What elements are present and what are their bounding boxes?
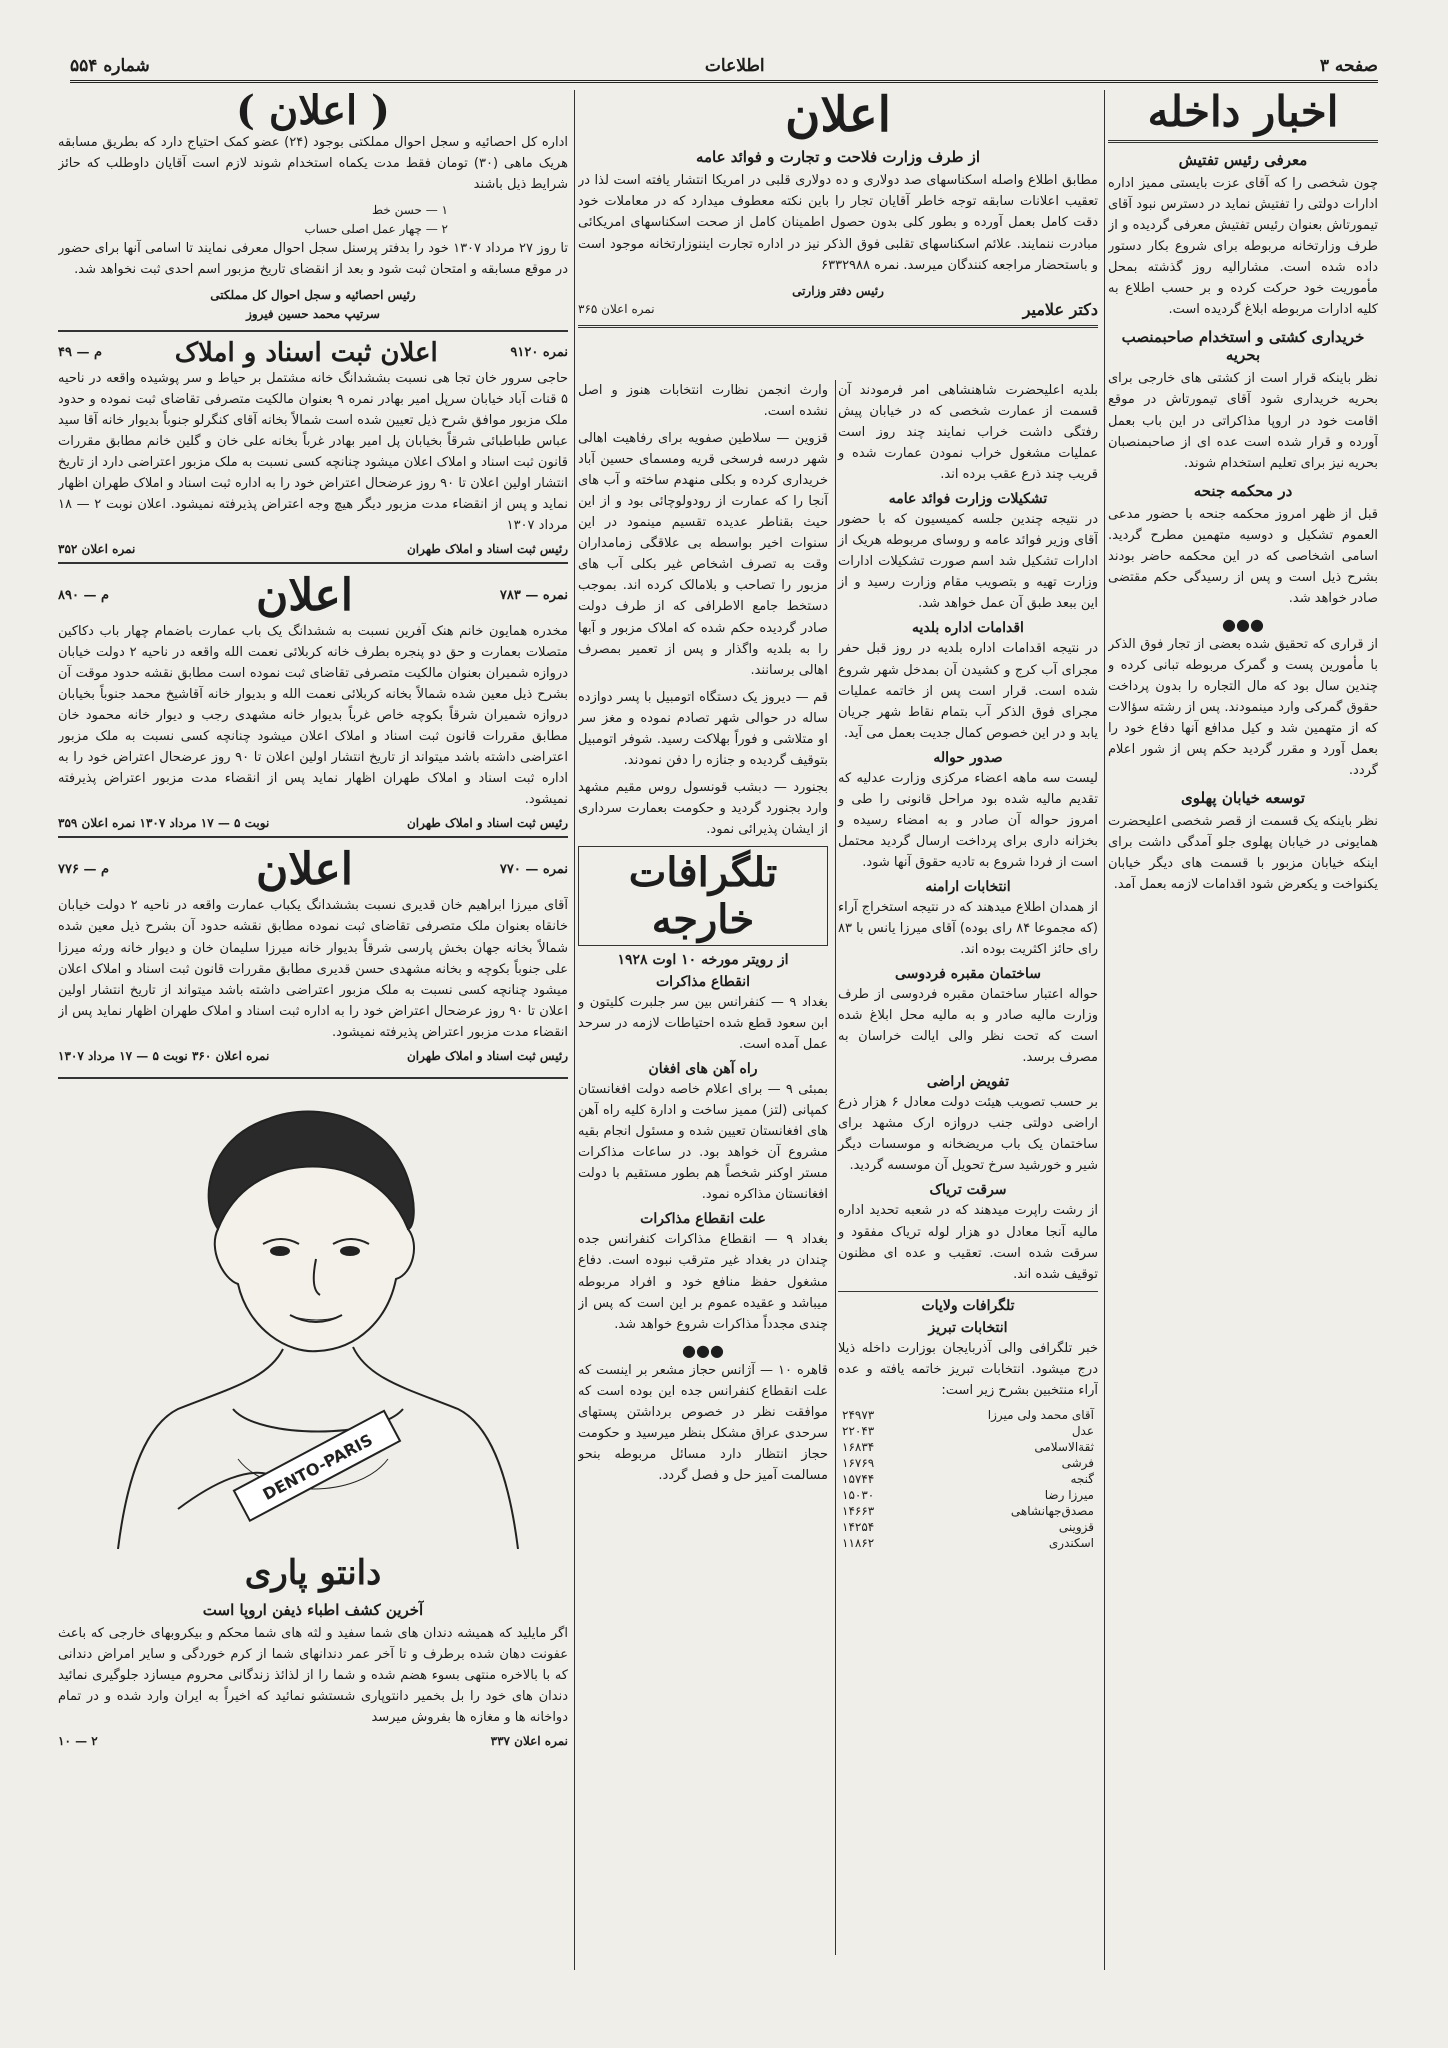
ad-code: م — ۸۹۰ — [58, 587, 110, 603]
news-subcolumn-left — [578, 380, 828, 1492]
ad-number: نمره — ۷۸۳ — [499, 587, 568, 603]
column-middle — [578, 90, 1098, 1970]
article-heading: انتخابات ارامنه — [925, 878, 1011, 895]
article-text: قاهره ۱۰ — آژانس حجاز مشعر بر اینست که علت انقطاع کنفرانس جده این بوده است که موافقت نظر در خصوص برداشتن پستهای سرحدی عراق مشکل بنظر میرسید و حکومت حجاز انتظار دارد مسائل مربوطه بنحو مسالمت آمیز حل و فصل گردد. — [578, 1362, 828, 1483]
notice-subtitle: از طرف وزارت فلاحت و تجارت و فوائد عامه — [695, 148, 981, 167]
article-text: وارث انجمن نظارت انتخابات هنوز و اصل نشده است. — [578, 383, 828, 420]
vote-count: ۱۴۲۵۴ — [842, 1519, 875, 1534]
ad-title: اعلان ثبت اسناد و املاک — [174, 337, 438, 368]
candidate-name: فرشی — [1061, 1455, 1094, 1470]
toothpaste-illustration — [58, 1077, 568, 1549]
vote-row — [838, 1407, 1098, 1423]
vote-count: ۱۶۷۶۹ — [842, 1455, 875, 1470]
ad-text: تا روز ۲۷ مرداد ۱۳۰۷ خود را بدفتر پرسنل سجل احوال معرفی نمایند تا اسامی آنها برای حضور در موقع مسابقه و امتحان ثبت شود و بعد از انقضای تاریخ مزبور اسم احدی ثبت نخواهد شد. — [58, 241, 568, 278]
article-text: قزوین — سلاطین صفویه برای رفاهیت اهالی شهر درسه فرسخی قریه ومسمای حسین آباد خریداری کرده و بکلی منهدم ساخته و آب های آنجا را که عمارت از رودولوچائی بود و از این حیث بقناطر عدیده تقسیم مینمود در این سنوات اخیر بواسطه بی علاقگی زمامداران وقت به تصرف اشخاص غیر بکلی آب های مزبور را تصاحب و بلامالک کرده اند. بموجب دستخط جامع الاطرافی که از طرف دولت صادر گردیده حکم شده که املاک مزبور و آبها را به بلدیه واگذار و پس از تعمیر بمصرف اهالی برسانند. — [578, 431, 828, 678]
ad-number: نمره اعلان ۳۳۷ — [490, 1733, 568, 1748]
candidate-name: میرزا رضا — [1044, 1487, 1094, 1502]
notice-signer: دکتر علامیر — [1022, 300, 1098, 320]
notice-title: اعلان — [785, 90, 891, 143]
article-text: بمبئی ۹ — برای اعلام خاصه دولت افغانستان کمپانی (لتز) ممیز ساخت و ادارة کلیه راه آهن های افغانستان تعیین شده و مسئول انجام بقیه مشروع آن خواهد بود. در ساعات مذاکرات مستر اوکنر شخصاً هم بطور مستقیم با دولت افغانستان مذاکره نمود. — [578, 1082, 828, 1203]
candidate-name: قزوینی — [1058, 1519, 1094, 1534]
ad-condition: ۲ — چهار عمل اصلی حساب — [304, 221, 448, 236]
article-heading: در محکمه جنحه — [1193, 481, 1293, 500]
article-heading: صدور حواله — [933, 749, 1003, 766]
article-text: بغداد ۹ — کنفرانس بین سر جلبرت کلیتون و ابن سعود قطع شده احتیاطات لازمه در سرحد عمل آمده است. — [578, 994, 828, 1053]
article-heading: سرقت تریاک — [929, 1182, 1007, 1199]
notice-ad-number: نمره اعلان ۳۶۵ — [578, 302, 655, 317]
ad-signer: رئیس ثبت اسناد و املاک طهران — [406, 1048, 568, 1063]
separator-dots: ●●● — [1222, 614, 1264, 634]
candidate-name: گنجه — [1070, 1471, 1094, 1486]
vote-count: ۱۵۰۳۰ — [842, 1487, 875, 1502]
article-text: حواله اعتبار ساختمان مقبره فردوسی از طرف وزارت مالیه صادر و به مالیه محل ابلاغ شده است که تحت نظر والی ایالت خراسان به مصرف برسد. — [838, 987, 1098, 1066]
vote-row — [838, 1455, 1098, 1471]
ad-code: م — ۴۹ — [58, 345, 103, 361]
article-heading: تلگرافات ولایات — [921, 1297, 1015, 1314]
notice-text: مطابق اطلاع واصله اسکناسهای صد دولاری و ده دولاری قلبی در امریکا انتشار یافته است لذا در تعقیب اعلانات سابقه توجه خاطر آقایان تجار را باین نکته معطوف میدارد که در معاملات خود دقت کامل بعمل آورده و بطور کلی بدون حصول اطمینان کامل از صحت اسکناسهای امریکائی مبادرت ننمایند. علائم اسکناسهای تقلبی فوق الذکر نیز در اداره تجارت ایننوزارتخانه موجود است و باستحضار مراجعه کنندگان میرسد. نمره ۶۳۳۲۹۸۸ — [578, 173, 1098, 273]
article-text: قبل از ظهر امروز محکمه جنحه با حضور مدعی العموم تشکیل و دوسیه متهمین مطرح گردید. اسامی اشخاصی که در این محکمه حاضر بودند بشرح ذیل است و پس از رسیدگی حکم مقتضی صادر خواهد شد. — [1108, 506, 1378, 606]
article-heading: تشکیلات وزارت فوائد عامه — [888, 491, 1048, 508]
running-header — [70, 52, 1378, 83]
article-text: بغداد ۹ — انقطاع مذاکرات کنفرانس جده چندان در بغداد غیر مترقب نبوده است. دفاع مشغول حفظ منافع خود و افراد مربوطه میباشد و عقیده عموم بر این است که پس از چندی مجدداً مذاکرات شروع خواهد شد. — [578, 1232, 829, 1332]
ad-signer: رئیس ثبت اسناد و املاک طهران — [406, 541, 568, 556]
ad-registry-1 — [58, 338, 568, 564]
ad-signer: رئیس ثبت اسناد و املاک طهران — [406, 816, 568, 831]
ad-code: م — ۷۷۶ — [58, 862, 110, 878]
candidate-name: ثقة‌الاسلامی — [1034, 1439, 1094, 1454]
ad-text: حاجی سرور خان تجا هی نسبت بششدانگ خانه مشتمل بر حیاط و سر پوشیده واقعه در ناحیه ۵ قنات آباد خیابان سرپل امیر بهادر نمره ۹ بعنوان مالکیت متصرفی تقاضای ثبت نموده و حدود ملک مزبور موافق شرح ذیل تعیین شده است شمالاً بخانه آقای کنگرلو جنوباً بدیوار خانه آقا سید عباس طباطبائی شرقاً بخیابان پل امیر بهادر غرباً بخانه علی خان و گلین خانم مطابق مقررات قانون ثبت اسناد و املاک اعلان میشود چنانچه کسی نسبت به ملک مزبور اعتراضی دارد از تاریخ انتشار اولین اعلان تا ۹۰ روز عرضحال اعتراض خود را به اداره ثبت اسناد و املاک طهران اظهار نماید و پس از انقضاء مدت مزبور دیگر هیچ وجه اعتراض پذیرفته نمیشود. اعلان نوبت ۲ — ۱۸ مرداد ۱۳۰۷ — [58, 370, 568, 533]
candidate-name: اسکندری — [1048, 1535, 1094, 1550]
article-heading: اقدامات اداره بلدیه — [912, 620, 1024, 637]
vote-row — [838, 1503, 1098, 1519]
article-text: بجنورد — دبشب قونسول روس مقیم مشهد وارد بجنورد گردید و حکومت بعمارت سرداری از ایشان پذیرائی نمود. — [578, 779, 828, 837]
telegram-source: از رویتر مورخه ۱۰ اوت ۱۹۲۸ — [617, 951, 789, 968]
ad-footer: نمره اعلان ۳۶۰ نوبت ۵ — ۱۷ مرداد ۱۳۰۷ — [58, 1048, 270, 1063]
article-text: در نتیجه چندین جلسه کمیسیون که با حضور آقای وزیر فوائد عامه و روسای مربوطه هریک از ادارات تشکیل شد اسم صورت تشکیلات ادارات وزارت تهیه و بتصویب مقام وزارت رسید و از این ببعد طبق آن عمل خواهد شد. — [838, 512, 1098, 612]
news-subcolumn-right — [838, 380, 1098, 1551]
vote-row — [838, 1471, 1098, 1487]
ad-text: مخدره همایون خانم هنک آفرین نسبت به ششدانگ یک باب عمارت باضمام چهار باب دکاکین متصلات بعمارت و حق دو پنجره بطرف خانه کربلائی نعمت الله واقعه در ناحیه ۲ دولت خیابان دروازه شمیران بعنوان مالکیت متصرفی تقاضای ثبت نموده است مطابق نقشه حدود موقت آن بشرح ذیل معین شده شمالاً بخانه کربلائی نعمت الله و بدیوار خانه آقاشیخ محمد جنوباً بخیابان دروازه شمیران شرقاً بکوچه خاص غرباً بدیوار خانه مشهدی رجب و دیوار خانه محمود خان مطابق مقررات قانون ثبت اسناد و املاک اعلان میشود چنانچه کسی نسبت به ملک مزبور اعتراضی داشته باشد میتواند از تاریخ انتشار اولین اعلان تا ۹۰ روز عرضحال اعتراض خود را به اداره ثبت اسناد و املاک طهران اظهار نماید پس از انقضاء مدت مزبور اعتراض پذیرفته نمیشود. — [58, 623, 568, 808]
ad-registry-3 — [58, 844, 568, 1068]
candidate-name: مصدق‌جهانشاهی — [1010, 1503, 1094, 1518]
ad-title: ( اعلان ) — [236, 90, 390, 134]
tube-label: DENTO-PARIS — [259, 1429, 376, 1504]
inner-column-rule — [835, 380, 836, 1955]
ministry-notice — [578, 90, 1098, 334]
column-domestic-news — [1108, 90, 1378, 1970]
article-heading: انتخابات تبریز — [928, 1319, 1008, 1336]
article-text: نظر باینکه یک قسمت از قصر شخصی اعلیحضرت همایونی در خیابان پهلوی جلو آمدگی داشت برای اینکه خیابان مزبور با قسمت های دیگر خیابان یکنواخت و یکعرض شود اقدامات لازمه بعمل آمد. — [1108, 814, 1378, 893]
separator-dots: ●●● — [682, 1340, 724, 1360]
ad-footer: نوبت ۵ — ۱۷ مرداد ۱۳۰۷ نمره اعلان ۳۵۹ — [58, 816, 270, 831]
column-rule-1 — [1104, 90, 1105, 1970]
article-heading: معرفی رئیس تفتیش — [1178, 151, 1308, 170]
vote-row — [838, 1487, 1098, 1503]
candidate-name: عدل — [1071, 1423, 1094, 1438]
vote-row — [838, 1439, 1098, 1455]
section-title: اخبار داخله — [1147, 90, 1339, 136]
article-heading: علت انقطاع مذاکرات — [640, 1211, 766, 1228]
column-advertisements — [58, 90, 568, 1970]
notice-signer-title: رئیس دفتر وزارتی — [792, 283, 884, 298]
article-heading: راه آهن های افغان — [648, 1061, 758, 1078]
article-heading: انقطاع مذاکرات — [655, 973, 751, 990]
article-text: نظر باینکه قرار است از کشتی های خارجی برای بحریه خریداری شود آقای تیمورتاش در موقع اقامت خود در اروپا مذاکراتی در این باب بعمل آورده و قرار شده است عده ای از صاحبمنصبان بحریه نیز برای تعلیم استخدام شوند. — [1108, 371, 1378, 471]
vote-count: ۱۱۸۶۲ — [842, 1535, 875, 1550]
article-heading: ساختمان مقبره فردوسی — [895, 966, 1041, 983]
ad-signer-title: رئیس احصائیه و سجل احوال کل مملکتی — [210, 288, 416, 303]
ad-title: اعلان — [255, 569, 353, 621]
ad-statistics — [58, 90, 568, 332]
ad-title: اعلان — [255, 844, 353, 896]
issue-number: شماره ۵۵۴ — [70, 56, 150, 76]
article-heading: خریداری کشتی و استخدام صاحبمنصب بحریه — [1121, 328, 1365, 365]
ad-text: آقای میرزا ابراهیم خان قدیری نسبت بششدانگ یکباب عمارت واقعه در ناحیه ۲ دولت خیابان خانقاه بعنوان ملک متصرفی تقاضای ثبت نموده مطابق نقشه حدود آن بشرح ذیل معین شده شمالاً بخانه جهان بخش پارسی شرقاً بدیوار خانه میرزا سلیمان خان و دیوار خانه ورثه میرزا علی جنوباً بکوچه و بخانه مشهدی حسن قدیری مطابق مقررات قانون ثبت اسناد و املاک اعلان میشود چنانچه کسی نسبت به ملک مزبور اعتراضی داشته باشد میتواند از تاریخ انتشار اولین اعلان تا ۹۰ روز عرضحال اعتراض خود را به اداره ثبت اسناد و املاک طهران اظهار نماید پس از انقضاء مدت مزبور اعتراض پذیرفته نمیشود. — [58, 898, 568, 1040]
article-text: قم — دیروز یک دستگاه اتومبیل با پسر دوازده ساله در حوالی شهر تصادم نموده و مغز سر او متلاشی و فوراً بهلاکت رسید. شوفر اتومبیل بتوقیف گردیده و جنازه را دفن نمودند. — [578, 689, 828, 768]
ad-text: اداره کل احصائیه و سجل احوال مملکتی بوجود (۲۴) عضو کمک احتیاج دارد که بطریق مسابقه هریک ماهی (۳۰) تومان فقط مدت یکماه استخدام شوند لازم است آقایان داوطلب که حائز شرایط ذیل باشند — [58, 135, 568, 193]
foreign-telegrams-title: تلگرافات خارجه — [578, 846, 828, 946]
vote-table — [838, 1407, 1098, 1551]
ad-number: نمره — ۷۷۰ — [499, 862, 568, 878]
page-number: صفحه ۳ — [1319, 56, 1378, 76]
ad-number: نمره اعلان ۳۵۲ — [58, 541, 136, 556]
vote-row — [838, 1535, 1098, 1551]
ad-signer: سرتیپ محمد حسین فیروز — [246, 307, 380, 322]
candidate-name: آقای محمد ولی میرزا — [987, 1407, 1094, 1422]
article-text: از قراری که تحقیق شده بعضی از تجار فوق الذکر با مأمورین پست و گمرک مربوطه تبانی کرده و چندین سال بود که مال التجاره را بدون پرداخت حقوق گمرکی وارد مینمودند. پس از رشته سؤالات که از متهمین شد و کیل مدافع آنها دفاع خود را بعمل آورد و مقرر گردید حکم پس از شور اعلام گردد. — [1108, 636, 1378, 779]
vote-count: ۲۲۰۴۳ — [842, 1423, 875, 1438]
vote-count: ۱۴۶۶۳ — [842, 1503, 875, 1518]
vote-row — [838, 1519, 1098, 1535]
article-text: چون شخصی را که آقای عزت بایستی ممیز اداره ادارات دولتی را تفتیش نماید در دسترس نبود آقای تیمورتاش بعنوان رئیس تفتیش معرفی گردیده و از طرف وزارتخانه مربوطه برای شروع بکار دستور داده شده است. مشارالیه روز گذشته بمحل مأموریت خود حرکت کرده و بر حسب اطلاع به کلیه ادارات مربوطه ابلاغ گردیده است. — [1108, 176, 1378, 318]
column-rule-2 — [574, 90, 575, 1970]
ad-code: ۲ — ۱۰ — [58, 1733, 98, 1748]
article-text: خبر تلگرافی والی آذربایجان بوزارت داخله ذیلا درج میشود. انتخابات تبریز خاتمه یافته و عده آراء منتخبین بشرح زیر است: — [838, 1340, 1098, 1398]
vote-count: ۱۶۸۳۴ — [842, 1439, 875, 1454]
article-text: بر حسب تصویب هیئت دولت معادل ۶ هزار ذرع اراضی دولتی جنب دروازه ارک مشهد برای ساختمان یک باب مریضخانه و موسسات دیگر شیر و خورشید سرخ تحویل آن موسسه گردید. — [838, 1095, 1098, 1174]
ad-condition: ۱ — حسن خط — [372, 203, 448, 218]
woman-with-toothpaste-drawing — [58, 1079, 568, 1549]
article-text: از همدان اطلاع میدهند که در نتیجه استخراج آراء (که مجموعا ۸۴ رای بوده) آقای میرزا یانس با ۸۳ رای حائز اکثریت بوده اند. — [837, 899, 1098, 958]
product-text: اگر مایلید که همیشه دندان های شما سفید و لثه های شما محکم و بیکروبهای خارجی که باعث عفونت دهان شده برطرف و تا آخر عمر دندانهای شما از کرم خوردگی و سایر امراض دندانی که با بالاخره منتهی بسوء هضم شده و شما را از لذائذ زندگانی محروم میسازد جلوگیری نمائید دندان های خود را بل بخمیر دانتوپاری شستشو نمائید که اخیراً به ایران وارد شده و در تمام دواخانه ها و مغازه ها بفروش میرسد — [58, 1625, 568, 1725]
product-slogan: آخرین کشف اطباء ذیفن اروپا است — [202, 1600, 424, 1619]
vote-count: ۱۵۷۴۴ — [842, 1471, 875, 1486]
product-name: دانتو پاری — [244, 1552, 382, 1593]
article-text: از رشت راپرت میدهند که در شعبه تحدید اداره مالیه آنجا معادل دو هزار لوله تریاک مفقود و سرقت شده است. تعقیب و عده ای مظنون توقیف شده اند. — [838, 1203, 1098, 1282]
article-text: بلدیه اعلیحضرت شاهنشاهی امر فرمودند آن قسمت از عمارت شخصی که در خیابان پیش رفتگی داشت خراب نمایند چند روز است عملیات مشغول خراب نمودن عمارت شده و قریب چند ذرع عقب برده اند. — [838, 383, 1098, 483]
article-text: در نتیجه اقدامات اداره بلدیه در روز قبل حفر مجرای آب کرج و کشیدن آن بمدخل شهر شروع شده است. قرار است پس از خاتمه عملیات مجرای فوق الذکر آب بتمام نقاط شهر جریان یابد و در این خصوص کمال جدیت بعمل می آید. — [838, 641, 1098, 741]
article-heading: تفویض اراضی — [926, 1074, 1010, 1091]
article-text: لیست سه ماهه اعضاء مرکزی وزارت عدلیه که تقدیم مالیه شده بود مراحل قانونی را طی و امروز حواله آن صادر و به امضاء رسیده و بخزانه داری برای پرداخت ارسال گردید محتمل است از فردا شروع به تادیه حقوق آنها شود. — [838, 770, 1098, 870]
ad-registry-2 — [58, 570, 568, 838]
article-heading: توسعه خیابان پهلوی — [1181, 789, 1305, 808]
ad-number: نمره ۹۱۲۰ — [510, 345, 568, 361]
vote-count: ۲۴۹۷۳ — [842, 1407, 875, 1422]
paper-name: اطلاعات — [704, 56, 765, 76]
vote-row — [838, 1423, 1098, 1439]
